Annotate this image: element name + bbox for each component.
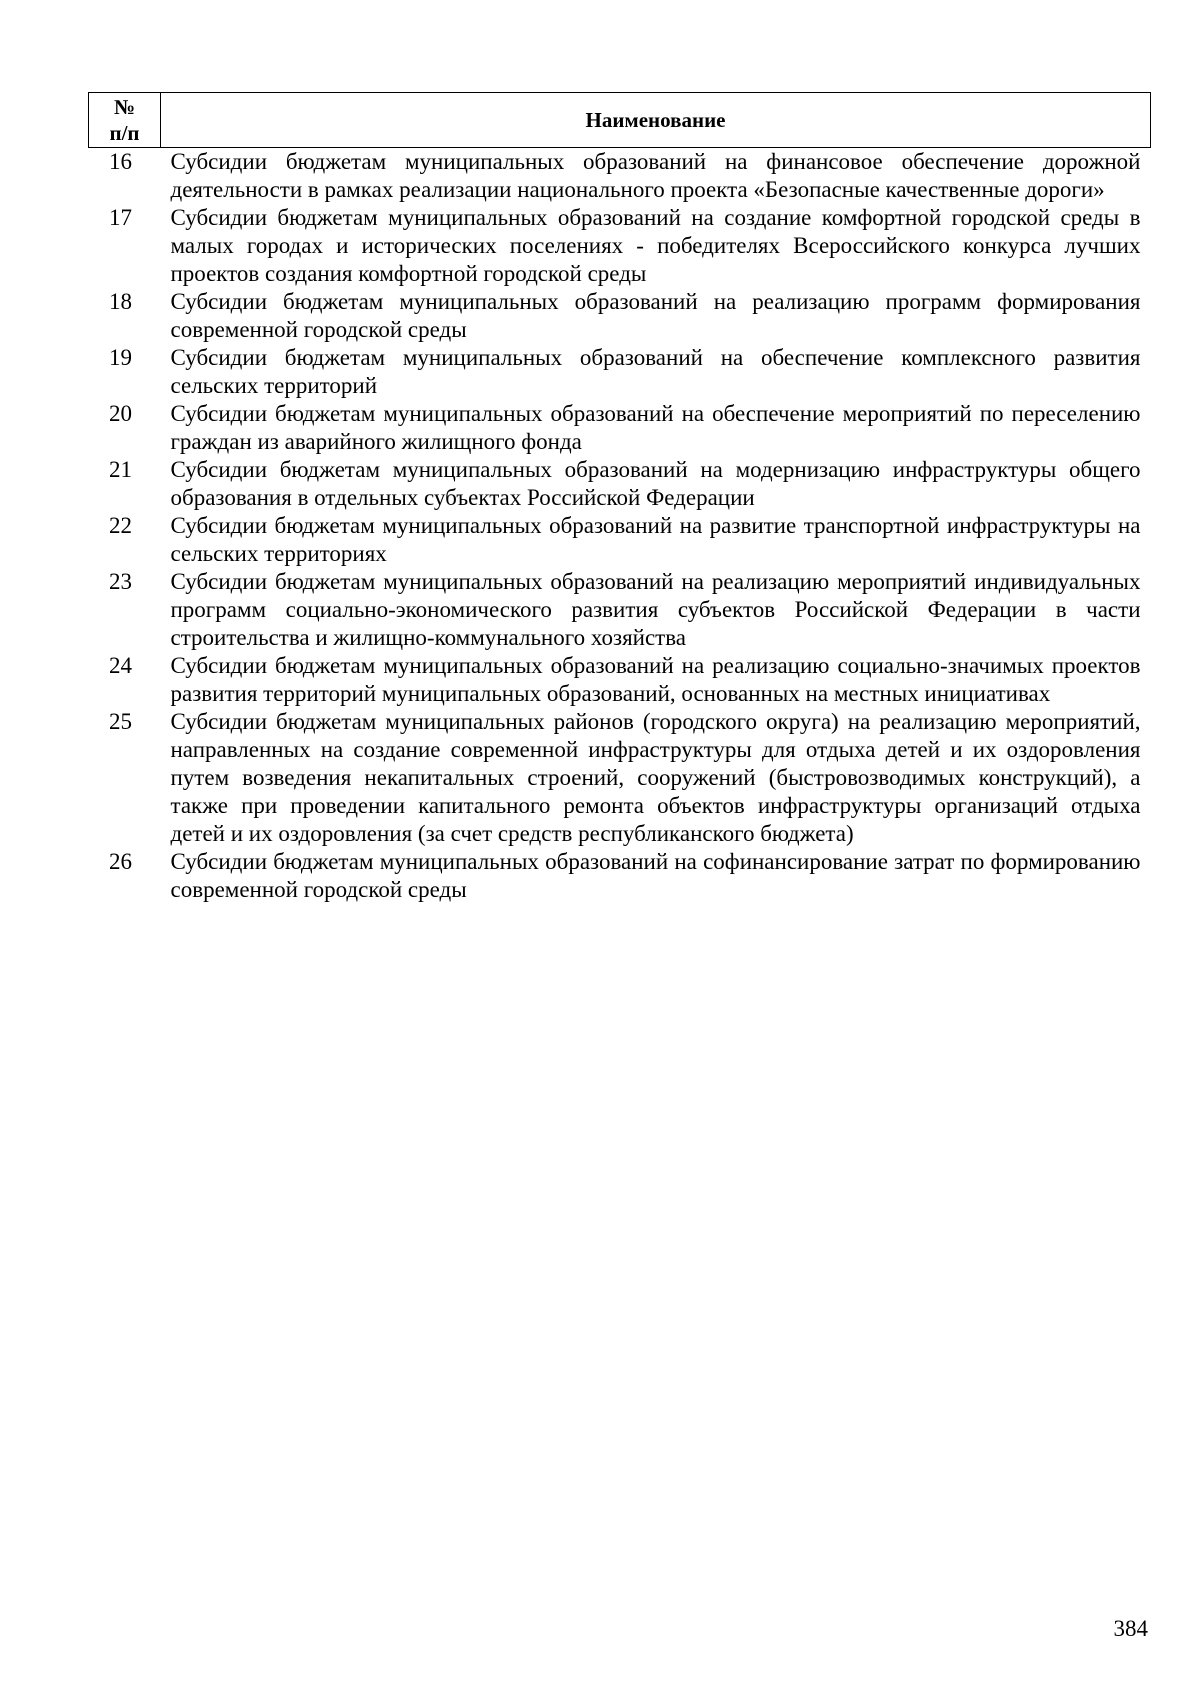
table-row: [89, 400, 1151, 456]
subsidies-table: [88, 92, 1151, 904]
table-row: [89, 848, 1151, 904]
row-number: 20: [109, 401, 132, 426]
row-number: 24: [109, 653, 132, 678]
row-number: 26: [109, 849, 132, 874]
table-body: [89, 148, 1151, 905]
table-row: [89, 288, 1151, 344]
row-name: Субсидии бюджетам муниципальных образований на реализацию программ формирования современной городской среды: [170, 289, 1141, 342]
row-number: 16: [109, 149, 132, 174]
table-row: [89, 568, 1151, 652]
table-row: [89, 708, 1151, 848]
row-number: 21: [109, 457, 132, 482]
row-number: 22: [109, 513, 132, 538]
column-header-number-symbol: №: [113, 95, 136, 119]
table-row: [89, 344, 1151, 400]
table-row: [89, 204, 1151, 288]
row-name: Субсидии бюджетам муниципальных образований на обеспечение комплексного развития сельских территорий: [170, 345, 1141, 398]
row-name: Субсидии бюджетам муниципальных образований на финансовое обеспечение дорожной деятельности в рамках реализации национального проекта «Безопасные качественные дороги»: [170, 149, 1141, 202]
row-name: Субсидии бюджетам муниципальных образований на создание комфортной городской среды в малых городах и исторических поселениях - победителях Всероссийского конкурса лучших проектов создания комфортной городской среды: [170, 205, 1141, 286]
row-name: Субсидии бюджетам муниципальных образований на развитие транспортной инфраструктуры на сельских территориях: [170, 513, 1141, 566]
row-name: Субсидии бюджетам муниципальных образований на обеспечение мероприятий по переселению граждан из аварийного жилищного фонда: [170, 401, 1141, 454]
page-number: 384: [1113, 1616, 1148, 1641]
row-number: 17: [109, 205, 132, 230]
row-number: 25: [109, 709, 132, 734]
table-header-row: [89, 93, 1151, 148]
row-name: Субсидии бюджетам муниципальных образований на реализацию мероприятий индивидуальных программ социально-экономического развития субъектов Российской Федерации в части строительства и жилищно-коммунального хозяйства: [170, 569, 1141, 650]
row-name: Субсидии бюджетам муниципальных образований на модернизацию инфраструктуры общего образования в отдельных субъектах Российской Федерации: [170, 457, 1141, 510]
row-name: Субсидии бюджетам муниципальных районов (городского округа) на реализацию мероприятий, направленных на создание современной инфраструктуры для отдыха детей и их оздоровления путем возведения некапитальных строений, сооружений (быстровозводимых конструкций), а также при проведении капитального ремонта объектов инфраструктуры организаций отдыха детей и их оздоровления (за счет средств республиканского бюджета): [170, 709, 1141, 846]
table-row: [89, 148, 1151, 205]
table-header: [89, 93, 1151, 148]
row-number: 18: [109, 289, 132, 314]
row-number: 23: [109, 569, 132, 594]
table-row: [89, 652, 1151, 708]
row-name: Субсидии бюджетам муниципальных образований на софинансирование затрат по формированию современной городской среды: [170, 849, 1141, 902]
row-number: 19: [109, 345, 132, 370]
column-header-name: Наименование: [161, 93, 1151, 148]
column-header-number-abbr: п/п: [109, 121, 140, 145]
row-name: Субсидии бюджетам муниципальных образований на реализацию социально-значимых проектов развития территорий муниципальных образований, основанных на местных инициативах: [170, 653, 1141, 706]
column-header-number: [89, 93, 161, 148]
table-row: [89, 456, 1151, 512]
table-row: [89, 512, 1151, 568]
